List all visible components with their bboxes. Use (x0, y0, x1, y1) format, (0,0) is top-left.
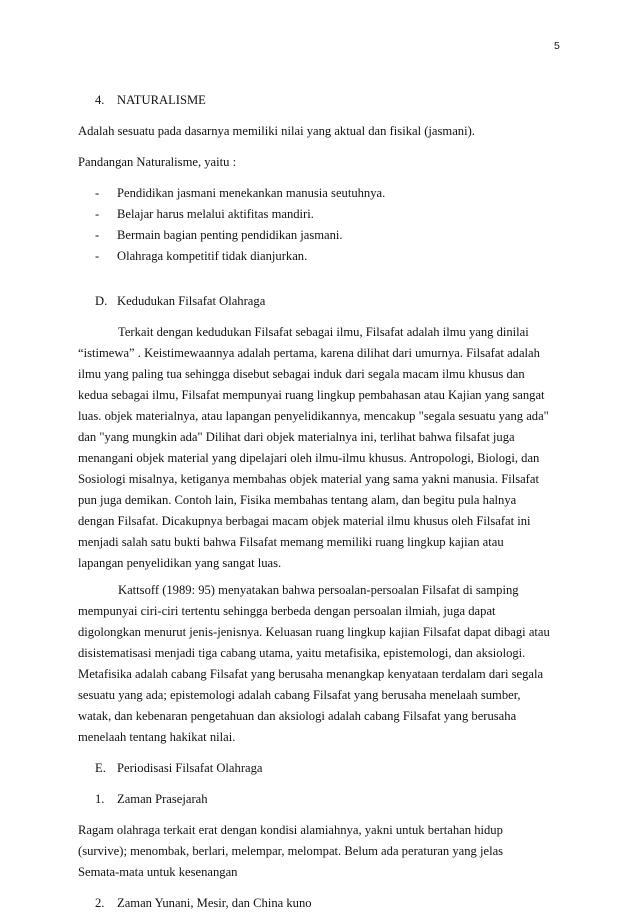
naturalisme-views-intro: Pandangan Naturalisme, yaitu : (78, 155, 237, 169)
naturalisme-title: NATURALISME (117, 93, 206, 107)
kedudukan-paragraph-1 (78, 322, 578, 574)
yunani-heading (78, 893, 578, 914)
list-item-text: Pendidikan jasmani menekankan manusia seutuhnya. (117, 186, 386, 200)
list-item (78, 183, 578, 204)
naturalisme-number: 4. (95, 93, 105, 107)
prasejarah-title: Zaman Prasejarah (117, 792, 208, 806)
paragraph-line: ilmu yang paling tua sehingga disebut sebagai induk dari segala macam ilmu khusus dan (78, 367, 525, 381)
bullet-dash: - (95, 249, 100, 263)
paragraph-line: Ragam olahraga terkait erat dengan kondisi alamiahnya, yakni untuk bertahan hidup (78, 823, 503, 837)
paragraph-line: Sosiologi misalnya, ketiganya membahas objek material yang sama yakni manusia. Filsafat (78, 472, 539, 486)
paragraph-line: Semata-mata untuk kesenangan (78, 865, 238, 879)
naturalisme-views-list (78, 183, 578, 267)
paragraph-line: kedua sebagai ilmu, Filsafat mempunyai ruang lingkup pembahasan atau Kajian yang sangat (78, 388, 545, 402)
bullet-dash: - (95, 207, 100, 221)
yunani-title: Zaman Yunani, Mesir, dan China kuno (117, 896, 312, 910)
paragraph-line: sesuatu yang ada; epistemologi adalah cabang Filsafat yang berusaha menelaah sumber, (78, 688, 521, 702)
paragraph-line: pun juga demikan. Contoh lain, Fisika membahas tentang alam, dan begitu pula halnya (78, 493, 517, 507)
kedudukan-heading (78, 291, 578, 312)
paragraph-line: menangani objek material yang dipelajari oleh ilmu-ilmu khusus. Antropologi, Biologi, dan (78, 451, 540, 465)
naturalisme-heading (78, 90, 578, 111)
periodisasi-letter: E. (95, 761, 106, 775)
list-item (78, 204, 578, 225)
paragraph-line: menjadi salah satu bukti bahwa Filsafat memang memiliki ruang lingkup kajian atau (78, 535, 504, 549)
page-content (78, 90, 578, 914)
paragraph-line: “istimewa” . Keistimewaannya adalah pertama, karena dilihat dari umurnya. Filsafat adalah (78, 346, 540, 360)
paragraph-line: Metafisika adalah cabang Filsafat yang berusaha menangkap kenyataan terdalam dari segala (78, 667, 544, 681)
kedudukan-title: Kedudukan Filsafat Olahraga (117, 294, 266, 308)
list-item (78, 246, 578, 267)
paragraph-line: Terkait dengan kedudukan Filsafat sebagai ilmu, Filsafat adalah ilmu yang dinilai (118, 325, 529, 339)
naturalisme-definition: Adalah sesuatu pada dasarnya memiliki nilai yang aktual dan fisikal (jasmani). (78, 124, 475, 138)
prasejarah-heading (78, 789, 578, 810)
periodisasi-title: Periodisasi Filsafat Olahraga (117, 761, 263, 775)
yunani-number: 2. (95, 896, 105, 910)
prasejarah-paragraph (78, 820, 578, 883)
paragraph-line: mempunyai ciri-ciri tertentu sehingga berbeda dengan persoalan ilmiah, juga dapat (78, 604, 496, 618)
paragraph-line: digolongkan menurut jenis-jenisnya. Keluasan ruang lingkup kajian Filsafat dapat dibagi atau (78, 625, 550, 639)
periodisasi-heading (78, 758, 578, 779)
list-item-text: Olahraga kompetitif tidak dianjurkan. (117, 249, 308, 263)
paragraph-line: dengan Filsafat. Dicakupnya berbagai macam objek material ilmu khusus oleh Filsafat ini (78, 514, 531, 528)
list-item (78, 225, 578, 246)
kedudukan-paragraph-2 (78, 580, 578, 748)
paragraph-line: disistematisasi menjadi tiga cabang utama, yaitu metafisika, epistemologi, dan aksiologi. (78, 646, 526, 660)
paragraph-line: lapangan penyelidikan yang sangat luas. (78, 556, 282, 570)
paragraph-line: dan "yang mungkin ada" Dilihat dari objek materialnya ini, terlihat bahwa filsafat juga (78, 430, 515, 444)
prasejarah-number: 1. (95, 792, 105, 806)
paragraph-line: (survive); menombak, berlari, melempar, melompat. Belum ada peraturan yang jelas (78, 844, 504, 858)
paragraph-line: Kattsoff (1989: 95) menyatakan bahwa persoalan-persoalan Filsafat di samping (118, 583, 519, 597)
bullet-dash: - (95, 186, 100, 200)
paragraph-line: luas. objek materialnya, atau lapangan penyelidikannya, mencakup "segala sesuatu yang ada" (78, 409, 549, 423)
page-number: 5 (554, 40, 560, 52)
list-item-text: Bermain bagian penting pendidikan jasmani. (117, 228, 343, 242)
paragraph-line: menelaah tentang hakikat nilai. (78, 730, 236, 744)
list-item-text: Belajar harus melalui aktifitas mandiri. (117, 207, 314, 221)
kedudukan-letter: D. (95, 294, 108, 308)
bullet-dash: - (95, 228, 100, 242)
paragraph-line: watak, dan kebenaran pengetahuan dan aksiologi adalah cabang Filsafat yang berusaha (78, 709, 517, 723)
